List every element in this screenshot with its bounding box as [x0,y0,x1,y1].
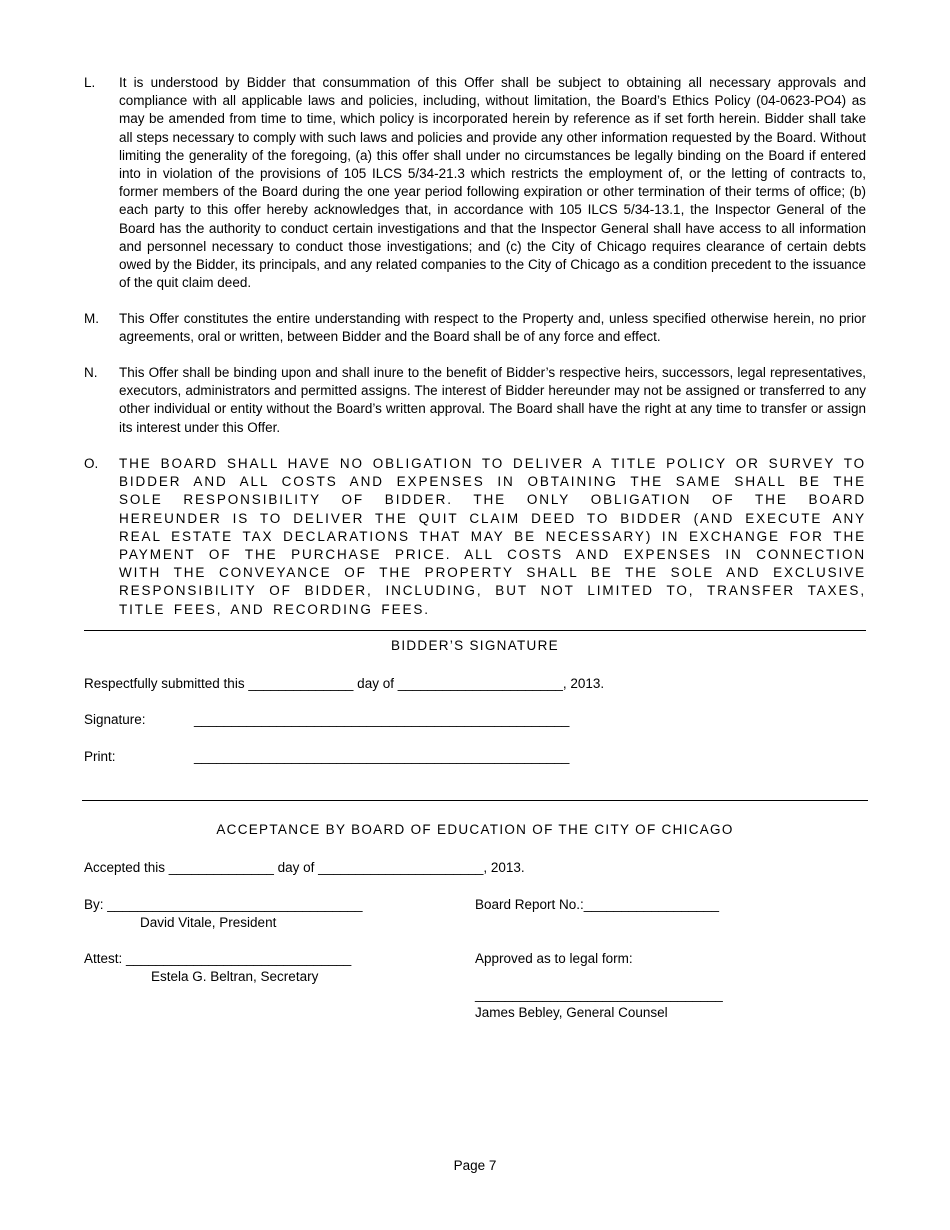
attest-signature-line: Attest: ______________________________ [84,951,352,966]
divider-rule [82,800,868,801]
board-report-number: Board Report No.:__________________ [475,897,719,912]
signature-blank: __________________________________________________ [194,712,570,727]
print-label: Print: [84,749,116,764]
clause-letter: N. [84,365,98,380]
clause-letter: O. [84,456,99,471]
clause-letter: L. [84,75,96,90]
by-signature-line: By: __________________________________ [84,897,363,912]
accepted-line: Accepted this ______________ day of ______________________, 2013. [84,860,525,875]
print-blank: __________________________________________________ [194,749,570,764]
general-counsel-name: James Bebley, General Counsel [475,1005,668,1020]
approved-signature-blank: _________________________________ [475,987,723,1002]
signature-label: Signature: [84,712,146,727]
secretary-name: Estela G. Beltran, Secretary [151,969,319,984]
approved-legal-form-label: Approved as to legal form: [475,951,633,966]
clause-text: It is understood by Bidder that consummation of this Offer shall be subject to obtaining all necessary approvals and compliance with all applicable laws and policies, including, without limitation, the Board’s Ethics Policy (04-0623-PO4) as may be amended from time to time, which policy is incorporated herein by reference as if set forth herein. Bidder shall take all steps necessary to comply with such laws and policies and provide any other information requested by the Board. Without limiting the generality of the foregoing, (a) this offer shall under no circumstances be legally binding on the Board if entered into in violation of the provisions of 105 ILCS 5/34-21.3 which restricts the employment of, or the letting of contracts to, former members of the Board during the one year period following expiration or other termination of their terms of office; (b) each party to this offer hereby acknowledges that, in accordance with 105 ILCS 5/34-13.1, the Inspector General of the Board has the authority to conduct certain investigations and that the Inspector General shall have access to all information and personnel necessary to conduct those investigations; and (c) the City of Chicago requires clearance of certain debts owed by the Bidder, its principals, and any related companies to the City of Chicago as a condition precedent to the issuance of the quit claim deed. [119,75,866,291]
clause-text: This Offer shall be binding upon and shall inure to the benefit of Bidder’s respective heirs, successors, legal representatives, executors, administrators and permitted assigns. The interest of Bidder hereunder may not be assigned or transferred to any other individual or entity without the Board’s written approval. The Board shall have the right at any time to transfer or assign its interest under this Offer. [119,365,866,435]
clause-letter: M. [84,311,99,326]
page-number: Page 7 [453,1158,497,1173]
acceptance-heading: ACCEPTANCE BY BOARD OF EDUCATION OF THE CITY OF CHICAGO [216,822,734,837]
clause-text: This Offer constitutes the entire understanding with respect to the Property and, unless specified otherwise herein, no prior agreements, oral or written, between Bidder and the Board shall be of any force and effect. [119,311,866,345]
president-name: David Vitale, President [140,915,277,930]
divider-rule [84,630,866,631]
clause-l [84,74,866,292]
clause-n [84,364,866,437]
clause-m [84,310,866,346]
clause-text: THE BOARD SHALL HAVE NO OBLIGATION TO DELIVER A TITLE POLICY OR SURVEY TO BIDDER AND ALL COSTS AND EXPENSES IN OBTAINING THE SAME SHALL BE THE SOLE RESPONSIBILITY OF BIDDER. THE ONLY OBLIGATION OF THE BOARD HEREUNDER IS TO DELIVER THE QUIT CLAIM DEED TO BIDDER (AND EXECUTE ANY REAL ESTATE TAX DECLARATIONS THAT MAY BE NECESSARY) IN EXCHANGE FOR THE PAYMENT OF THE PURCHASE PRICE. ALL COSTS AND EXPENSES IN CONNECTION WITH THE CONVEYANCE OF THE PROPERTY SHALL BE THE SOLE AND EXCLUSIVE RESPONSIBILITY OF BIDDER, INCLUDING, BUT NOT LIMITED TO, TRANSFER TAXES, TITLE FEES, AND RECORDING FEES. [119,456,866,617]
submitted-line: Respectfully submitted this ______________ day of ______________________, 2013. [84,676,605,691]
clause-o [84,455,866,619]
bidder-signature-heading: BIDDER’S SIGNATURE [391,638,559,653]
